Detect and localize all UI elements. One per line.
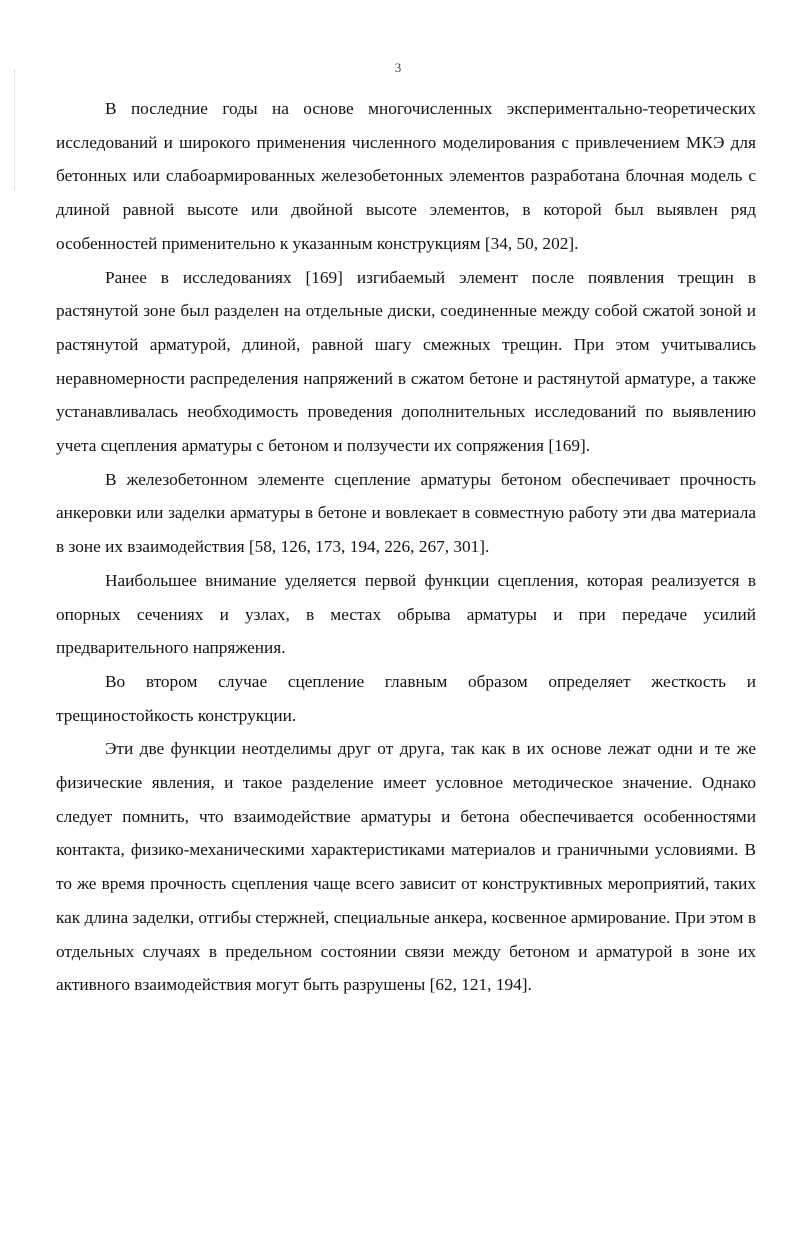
body-text bbox=[56, 92, 756, 1002]
page-number: 3 bbox=[394, 60, 402, 75]
paragraph-5: Во втором случае сцепление главным образом определяет жесткость и трещиностойкость конструкции. bbox=[56, 671, 756, 725]
paragraph-3: В железобетонном элементе сцепление арматуры бетоном обеспечивает прочность анкеровки или заделки арматуры в бетоне и вовлекает в совместную работу эти два материала в зоне их взаимодействия [58, 126, 173, 194, 226, 267, 301]. bbox=[56, 469, 756, 557]
paragraph-4: Наибольшее внимание уделяется первой функции сцепления, которая реализуется в опорных сечениях и узлах, в местах обрыва арматуры и при передаче усилий предварительного напряжения. bbox=[56, 570, 756, 658]
paragraph-6: Эти две функции неотделимы друг от друга, так как в их основе лежат одни и те же физические явления, и такое разделение имеет условное методическое значение. Однако следует помнить, что взаимодействие арматуры и бетона обеспечивается особенностями контакта, физико-механическими характеристиками материалов и граничными условиями. В то же время прочность сцепления чаще всего зависит от конструктивных мероприятий, таких как длина заделки, отгибы стержней, специальные анкера, косвенное армирование. При этом в отдельных случаях в предельном состоянии связи между бетоном и арматурой в зоне их активного взаимодействия могут быть разрушены [62, 121, 194]. bbox=[56, 739, 756, 995]
scan-edge-artifact bbox=[14, 70, 17, 190]
paragraph-1: В последние годы на основе многочисленных экспериментально-теоретических исследований и широкого применения численного моделирования с привлечением МКЭ для бетонных или слабоармированных железобетонных элементов разработана блочная модель с длиной равной высоте или двойной высоте элементов, в которой был выявлен ряд особенностей применительно к указанным конструкциям [34, 50, 202]. bbox=[56, 99, 756, 253]
paragraph-2: Ранее в исследованиях [169] изгибаемый элемент после появления трещин в растянутой зоне был разделен на отдельные диски, соединенные между собой сжатой зоной и растянутой арматурой, длиной, равной шагу смежных трещин. При этом учитывались неравномерности распределения напряжений в сжатом бетоне и растянутой арматуре, а также устанавливалась необходимость проведения дополнительных исследований по выявлению учета сцепления арматуры с бетоном и ползучести их сопряжения [169]. bbox=[56, 267, 756, 456]
